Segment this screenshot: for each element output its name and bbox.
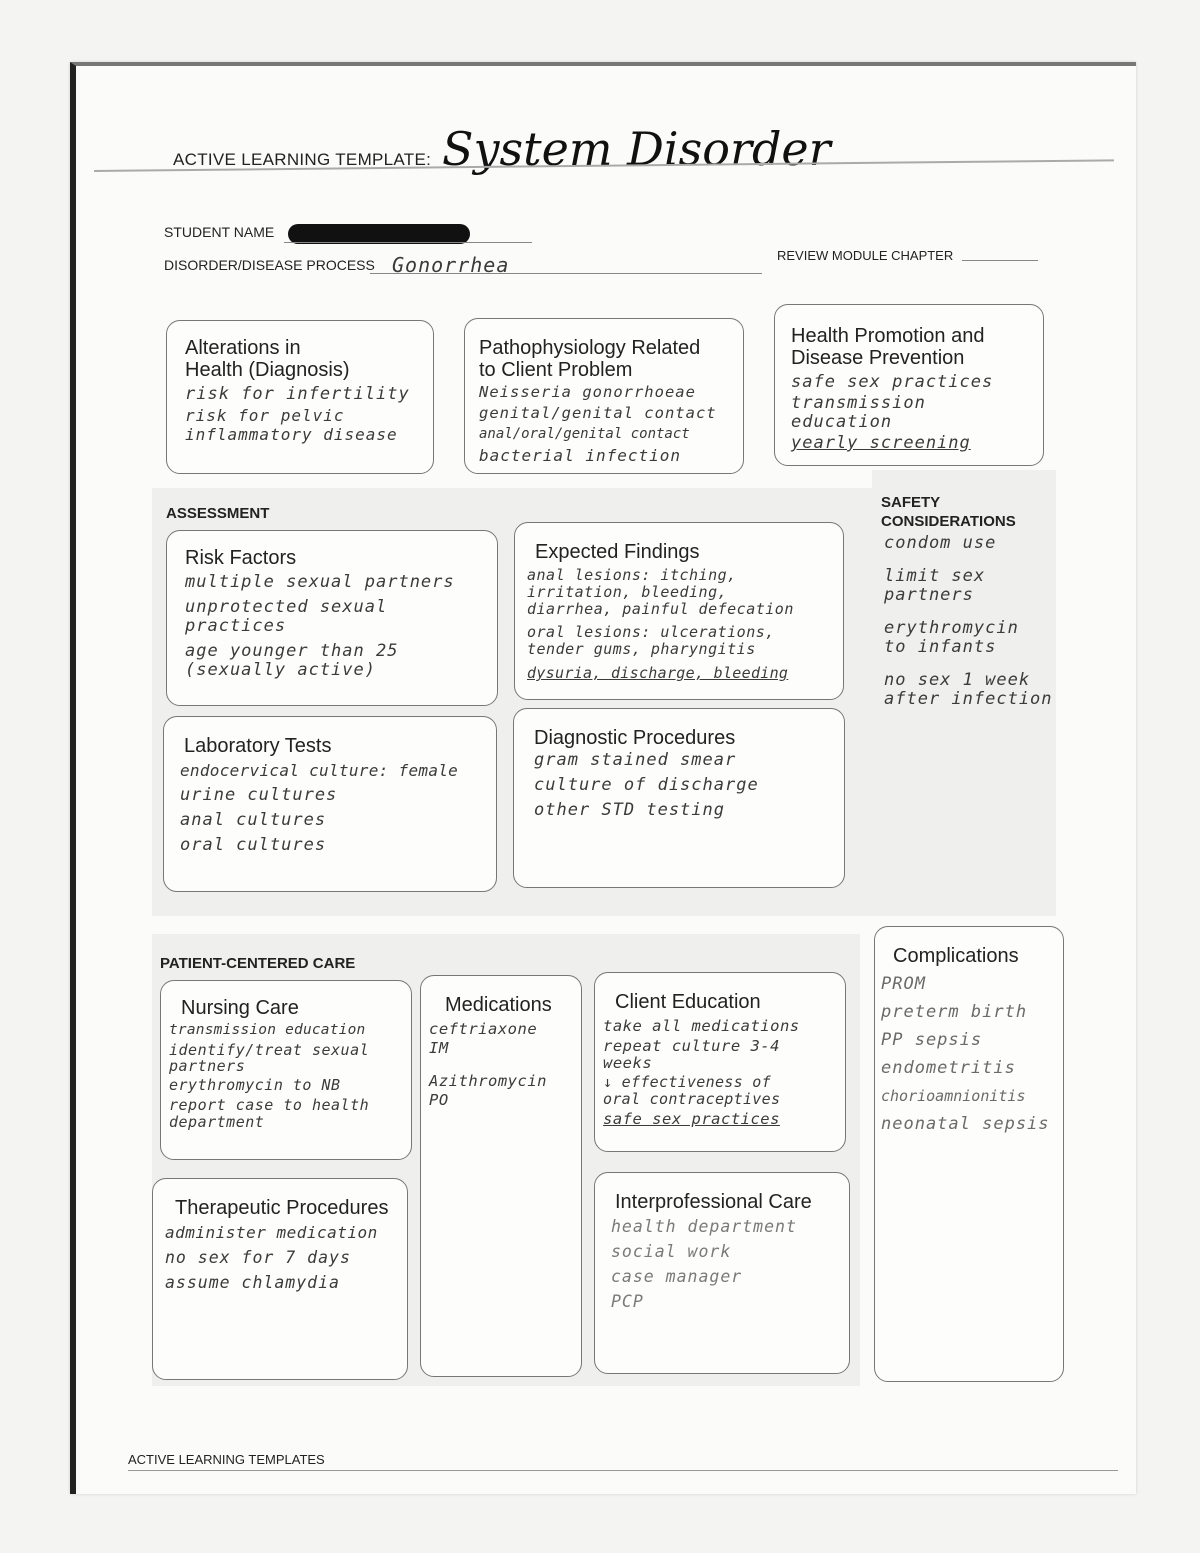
health-promotion-line: transmission education	[791, 393, 926, 432]
therapeutic-procedures-line: administer medication	[165, 1223, 378, 1242]
diagnostic-procedures-line: other STD testing	[534, 800, 725, 820]
assessment-label: ASSESSMENT	[166, 505, 270, 522]
safety-title: SAFETY CONSIDERATIONS	[881, 494, 1016, 530]
safety-line: no sex 1 week after infection	[884, 670, 1053, 709]
footer-rule	[128, 1470, 1118, 1471]
expected-findings-title: Expected Findings	[535, 541, 700, 563]
therapeutic-procedures-box	[152, 1178, 408, 1380]
pathophysiology-line: genital/genital contact	[479, 404, 717, 422]
safety-line: erythromycin to infants	[884, 618, 1019, 657]
medications-line: ceftriaxone IM	[429, 1020, 538, 1057]
nursing-care-line: erythromycin to NB	[169, 1076, 341, 1094]
complications-line: preterm birth	[881, 1002, 1028, 1022]
complications-line: endometritis	[881, 1058, 1016, 1078]
diagnostic-procedures-title: Diagnostic Procedures	[534, 727, 736, 749]
pathophysiology-line: anal/oral/genital contact	[479, 426, 690, 442]
health-promotion-title: Health Promotion and Disease Prevention	[791, 325, 985, 369]
medications-title: Medications	[445, 994, 552, 1016]
pathophysiology-title: Pathophysiology Related to Client Problem	[479, 337, 701, 381]
laboratory-tests-line: endocervical culture: female	[180, 761, 459, 780]
diagnostic-procedures-line: culture of discharge	[534, 775, 759, 795]
therapeutic-procedures-line: no sex for 7 days	[165, 1248, 351, 1267]
client-education-line: ↓ effectiveness of oral contraceptives	[603, 1073, 781, 1108]
client-education-box	[594, 972, 846, 1152]
health-promotion-line: safe sex practices	[791, 372, 994, 392]
client-education-title: Client Education	[615, 991, 761, 1013]
review-module-label: REVIEW MODULE CHAPTER	[777, 248, 954, 263]
pathophysiology-box	[464, 318, 744, 474]
alterations-box	[166, 320, 434, 474]
template-prefix: ACTIVE LEARNING TEMPLATE:	[173, 150, 432, 169]
alterations-line: risk for infertility	[185, 384, 410, 404]
risk-factors-line: unprotected sexual practices	[185, 597, 388, 636]
expected-findings-line: anal lesions: itching, irritation, bleeding, diarrhea, painful defecation	[527, 566, 794, 618]
expected-findings-line: oral lesions: ulcerations, tender gums, pharyngitis	[527, 623, 775, 658]
expected-findings-box	[514, 522, 844, 700]
safety-line: condom use	[884, 533, 997, 553]
disorder-label: DISORDER/DISEASE PROCESS	[164, 257, 375, 273]
pathophysiology-line: Neisseria gonorrhoeae	[479, 383, 696, 401]
pathophysiology-line: bacterial infection	[479, 446, 682, 465]
health-promotion-line: yearly screening	[791, 433, 971, 453]
review-module-line	[962, 260, 1038, 261]
disorder-value[interactable]: Gonorrhea	[392, 253, 510, 277]
laboratory-tests-box	[163, 716, 497, 892]
interprofessional-care-box	[594, 1172, 850, 1374]
client-education-line: take all medications	[603, 1017, 800, 1035]
footer-text: ACTIVE LEARNING TEMPLATES	[128, 1452, 325, 1467]
therapeutic-procedures-line: assume chlamydia	[165, 1273, 340, 1292]
alterations-line: risk for pelvic inflammatory disease	[185, 406, 398, 444]
interprofessional-care-line: PCP	[611, 1292, 644, 1311]
medications-line: Azithromycin PO	[429, 1072, 547, 1109]
laboratory-tests-title: Laboratory Tests	[184, 735, 332, 757]
safety-line: limit sex partners	[884, 566, 986, 605]
complications-line: neonatal sepsis	[881, 1114, 1050, 1134]
risk-factors-line: age younger than 25 (sexually active)	[185, 641, 399, 680]
laboratory-tests-line: anal cultures	[180, 810, 327, 830]
complications-line: chorioamnionitis	[881, 1087, 1026, 1105]
disorder-line	[370, 273, 762, 274]
safety-list	[884, 534, 1054, 715]
risk-factors-title: Risk Factors	[185, 547, 297, 569]
risk-factors-box	[166, 530, 498, 706]
laboratory-tests-line: urine cultures	[180, 785, 338, 805]
diagnostic-procedures-box	[513, 708, 845, 888]
risk-factors-line: multiple sexual partners	[185, 572, 455, 592]
therapeutic-procedures-title: Therapeutic Procedures	[175, 1197, 389, 1219]
nursing-care-line: transmission education	[169, 1022, 366, 1038]
complications-title: Complications	[893, 945, 1019, 967]
laboratory-tests-line: oral cultures	[180, 835, 327, 855]
client-education-line: safe sex practices	[603, 1110, 780, 1128]
interprofessional-care-line: social work	[611, 1242, 732, 1261]
student-name-line	[284, 242, 532, 243]
interprofessional-care-line: health department	[611, 1217, 797, 1236]
health-promotion-box	[774, 304, 1044, 466]
student-name-redaction	[288, 224, 470, 244]
nursing-care-line: identify/treat sexual partners	[169, 1041, 370, 1075]
diagnostic-procedures-line: gram stained smear	[534, 750, 737, 770]
alterations-title: Alterations in Health (Diagnosis)	[185, 337, 350, 381]
medications-box	[420, 975, 582, 1377]
complications-line: PROM	[881, 974, 926, 994]
student-name-label: STUDENT NAME	[164, 224, 275, 240]
nursing-care-title: Nursing Care	[181, 997, 299, 1019]
nursing-care-line: report case to health department	[169, 1096, 370, 1131]
interprofessional-care-title: Interprofessional Care	[615, 1191, 812, 1213]
complications-line: PP sepsis	[881, 1030, 983, 1050]
expected-findings-line: dysuria, discharge, bleeding	[527, 664, 789, 682]
nursing-care-box	[160, 980, 412, 1160]
complications-box	[874, 926, 1064, 1382]
page-title: System Disorder	[442, 122, 831, 176]
client-education-line: repeat culture 3-4 weeks	[603, 1037, 780, 1072]
interprofessional-care-line: case manager	[611, 1267, 743, 1286]
patient-care-label: PATIENT-CENTERED CARE	[160, 955, 356, 972]
